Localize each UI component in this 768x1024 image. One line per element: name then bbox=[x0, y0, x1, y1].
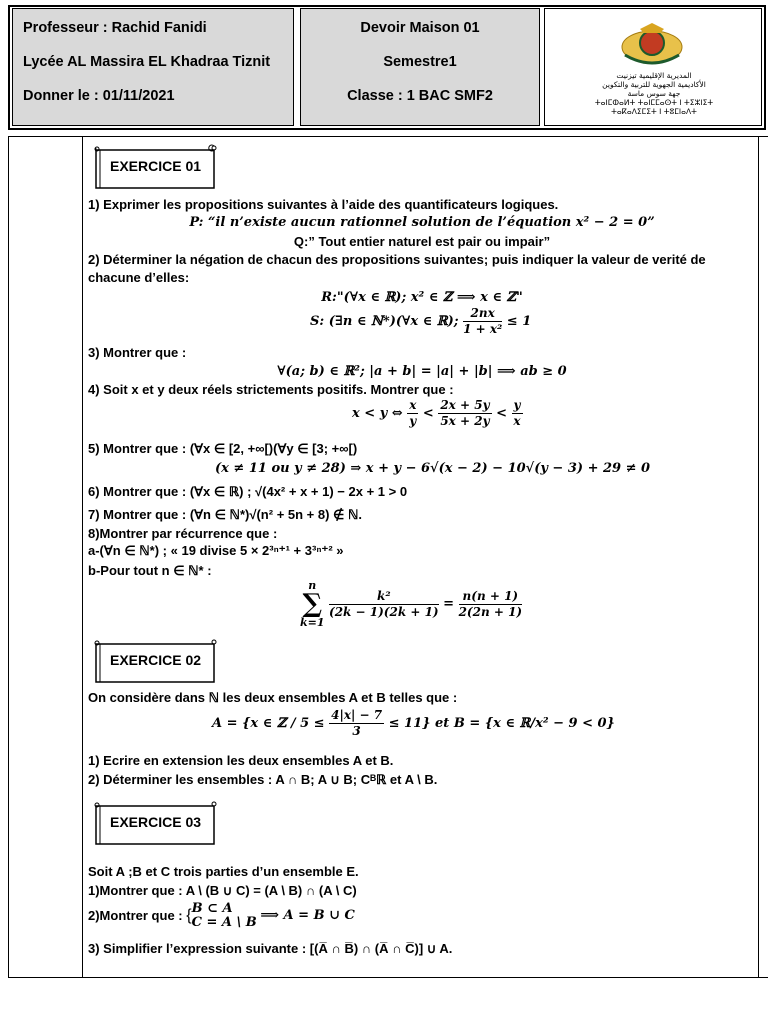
ex3-q1: 1)Montrer que : A \ (B ∪ C) = (A \ B) ∩ (A \ C) bbox=[88, 883, 357, 898]
class-name: Classe : 1 BAC SMF2 bbox=[347, 88, 493, 104]
ex1-q2-line1: 2) Déterminer la négation de chacun des propositions suivantes; puis indiquer la valeur de verité de bbox=[88, 252, 706, 267]
coat-of-arms-icon bbox=[617, 21, 687, 69]
exercise-03-title: EXERCICE 03 bbox=[110, 814, 202, 830]
ex1-sum-formula: n ∑ k=1 $\frac{\text{k²}}{(2k - 1)(2k + 1)}$ = $\frac{n(n + 1)}{2(2n + 1)}$ bbox=[300, 579, 523, 629]
teacher-name: Professeur : Rachid Fanidi bbox=[23, 20, 207, 36]
ex3-intro: Soit A ;B et C trois parties d’un ensemble E. bbox=[88, 864, 359, 879]
exercise-02-banner bbox=[88, 638, 220, 682]
ex1-S: S: (∃n ∈ ℕ*)(∀x ∈ ℝ); $\frac{2nx}{\text{1 + x²}}$ ≤ 1 bbox=[310, 306, 532, 336]
ex3-q3: 3) Simplifier l’expression suivante : [(A̅ ∩ B̅) ∩ (A̅ ∩ C̅)] ∪ A. bbox=[88, 941, 453, 956]
ex1-Q: Q:” Tout entier naturel est pair ou impair” bbox=[293, 234, 551, 249]
ex1-q4: 4) Soit x et y deux réels strictements positifs. Montrer que : bbox=[88, 382, 454, 397]
exam-title: Devoir Maison 01 bbox=[360, 20, 480, 36]
ex1-q8a: a-(∀n ∈ ℕ*) ; « 19 divise 5 × 2³ⁿ⁺¹ + 3³ⁿ⁺² » bbox=[88, 543, 344, 558]
ex1-P: P: “il n’existe aucun rationnel solution de l’équation x² − 2 = 0” bbox=[189, 215, 655, 230]
right-divider bbox=[758, 136, 759, 978]
margin-divider bbox=[82, 136, 83, 978]
exercise-02-title: EXERCICE 02 bbox=[110, 652, 202, 668]
ex1-q4-math: x < y ⇔ $\frac{x}{y}$ < $\frac{2x + 5y}{5x + 2y}$ < $\frac{y}{x}$ bbox=[352, 398, 521, 428]
ex1-R: R:"(∀x ∈ ℝ); x² ∈ ℤ ⟹ x ∈ ℤ" bbox=[321, 290, 523, 305]
ex1-q8b: b-Pour tout n ∈ ℕ* : bbox=[88, 563, 212, 578]
header-info-center bbox=[300, 8, 540, 126]
ex1-q5: 5) Montrer que : (∀x ∈ [2, +∞[)(∀y ∈ [3; +∞[) bbox=[88, 441, 358, 456]
exercise-01-banner bbox=[88, 144, 220, 188]
school-name: Lycée AL Massira EL Khadraa Tiznit bbox=[23, 54, 271, 70]
ex2-q1: 1) Ecrire en extension les deux ensembles A et B. bbox=[88, 753, 394, 768]
ex1-q1: 1) Exprimer les propositions suivantes à l’aide des quantificateurs logiques. bbox=[88, 197, 559, 212]
ex1-q5-math: (x ≠ 11 ou y ≠ 28) ⇒ x + y − 6√(x − 2) − 10√(y − 3) + 29 ≠ 0 bbox=[215, 461, 651, 476]
ex1-q2-line2: chacune d’elles: bbox=[88, 270, 190, 285]
ex3-q2: 2)Montrer que : { B ⊂ A C = A \ B ⟹ A = B ∪ C bbox=[88, 901, 355, 930]
ex2-q2: 2) Déterminer les ensembles : A ∩ B; A ∪ B; Cᴮℝ et A \ B. bbox=[88, 772, 438, 787]
logo-text: المديرية الإقليمية تيزنيت الأكاديمية الجهوية للتربية والتكوين جهة سوس ماسة ⵜⴰⵏⵎⵀⴰⵍⵜ ⵜⴰⵏⵎⵎⴰⵙⵜ ⵏ ⵜⵉⵣⵏⵉⵜ ⵜⴰⴽⴰⴷⵉⵎⵉⵜ ⵏ ⵜⵓⵎⵏⴰⴷⵜ bbox=[594, 71, 714, 116]
exercise-03-banner bbox=[88, 800, 220, 844]
exercise-01-title: EXERCICE 01 bbox=[110, 158, 202, 174]
issue-date: Donner le : 01/11/2021 bbox=[23, 88, 175, 104]
ex1-q6: 6) Montrer que : (∀x ∈ ℝ) ; √(4x² + x + 1) − 2x + 1 > 0 bbox=[88, 484, 408, 499]
semester: Semestre1 bbox=[383, 54, 457, 70]
ex2-intro: On considère dans ℕ les deux ensembles A et B telles que : bbox=[88, 690, 458, 705]
header-info-left bbox=[12, 8, 294, 126]
ex1-q3: 3) Montrer que : bbox=[88, 345, 187, 360]
ex1-q7: 7) Montrer que : (∀n ∈ ℕ*)√(n² + 5n + 8) ∉ ℕ. bbox=[88, 507, 363, 522]
ex1-q3-math: ∀(a; b) ∈ ℝ²; |a + b| = |a| + |b| ⟹ ab ≥ 0 bbox=[277, 364, 567, 379]
header-logo-box bbox=[544, 8, 762, 126]
ex1-q8: 8)Montrer par récurrence que : bbox=[88, 526, 278, 541]
ex2-sets-definition: A = {x ∈ ℤ / 5 ≤ $\frac{4|x| - 7}{3}$ ≤ 11} et B = {x ∈ ℝ/x² − 9 < 0} bbox=[212, 708, 615, 738]
